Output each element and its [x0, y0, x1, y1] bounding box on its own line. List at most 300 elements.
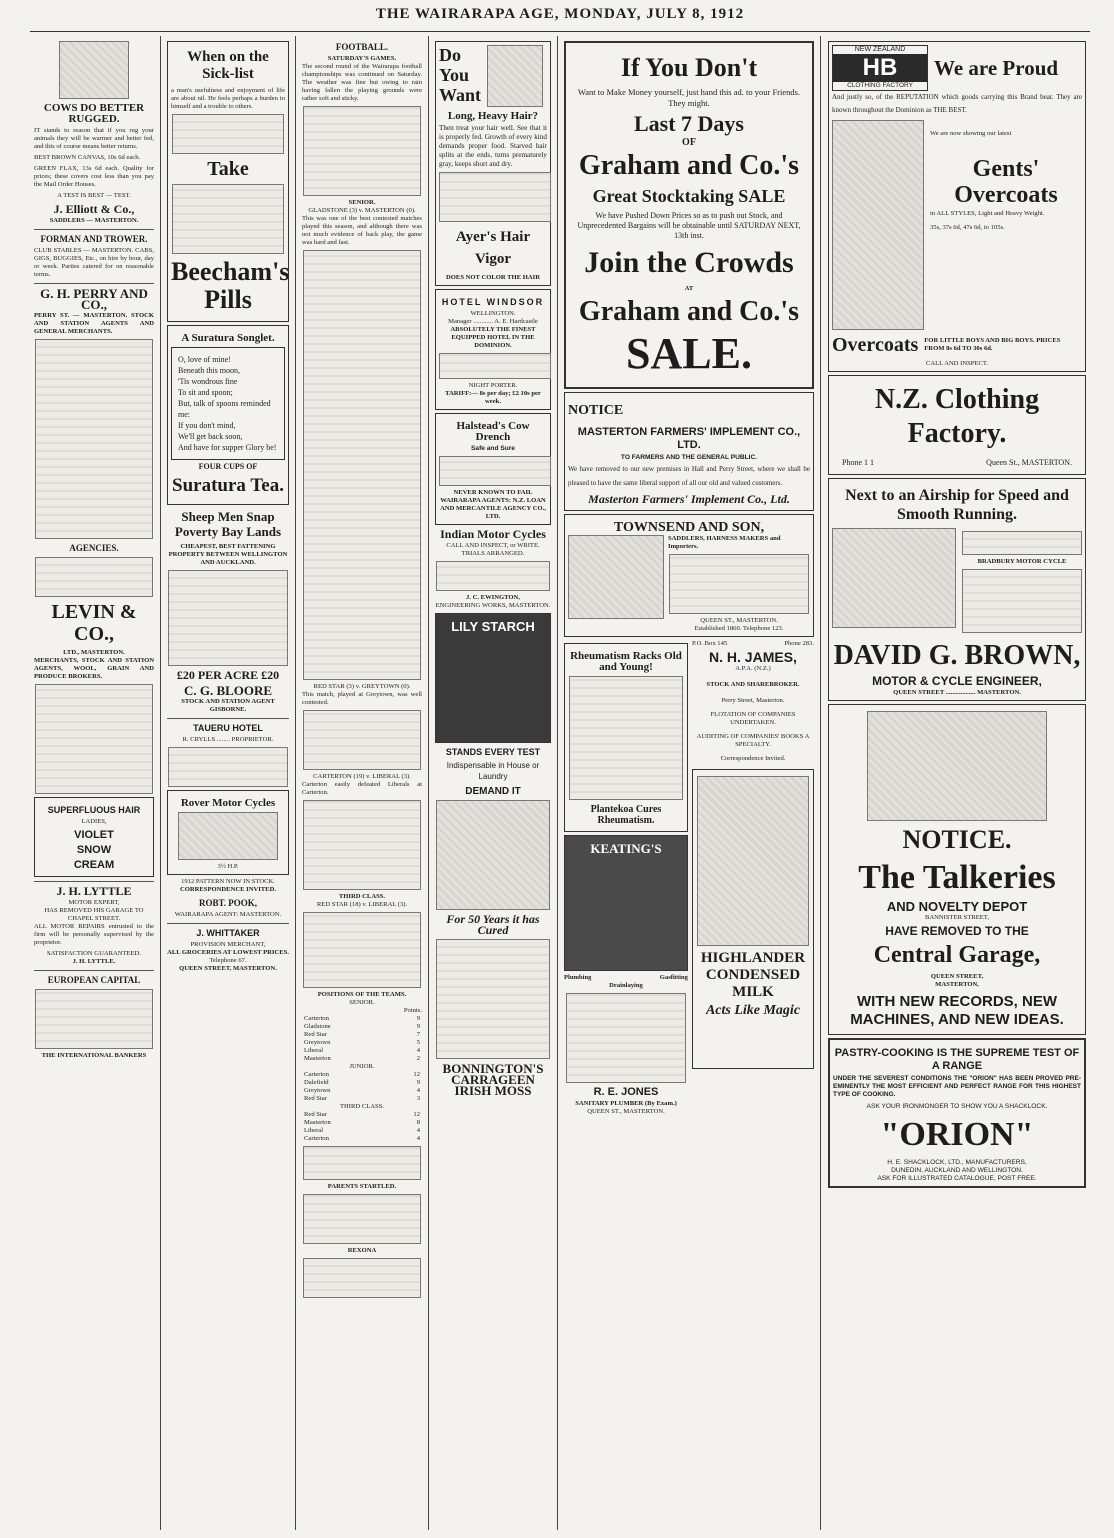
reputation-text: And justly so, of the REPUTATION which goods carrying this Brand bear. They are known throughout the Dominion as THE BEST. — [832, 93, 1082, 114]
tariff: TARIFF:— 8s per day; £2 10s per week. — [445, 390, 541, 405]
rheumatism-title: Rheumatism Racks Old and Young! — [570, 650, 682, 673]
queen-street-3: QUEEN STREET, — [930, 973, 984, 980]
rheumatism-ad — [564, 643, 688, 832]
table-cell: 9 — [416, 1015, 420, 1022]
column-5 — [560, 36, 818, 1530]
prices: 35s, 37s 6d, 47s 6d, to 105s. — [930, 224, 1005, 231]
apa: A.P.A. (N.Z.) — [735, 665, 771, 672]
shacklock: H. E. SHACKLOCK, LTD., MANUFACTURERS, — [887, 1159, 1027, 1166]
table-row — [302, 1039, 422, 1047]
lyttle-sub: MOTOR EXPERT, — [68, 899, 120, 906]
po-box: P.O. Box 145 — [691, 640, 728, 647]
table-row — [302, 1095, 422, 1103]
lyttle-name: J. H. LYTTLE — [56, 884, 132, 898]
intro-text-block — [303, 106, 421, 196]
rheumatism-text-block — [569, 676, 683, 800]
graham-name: Graham and Co.'s — [578, 150, 800, 181]
nz-clothing-factory-ad — [828, 375, 1086, 475]
pushed-text: We have Pushed Down Prices so as to push out Stock, and Unprecedented Bargains will be obtainable until SATURDAY NEXT, 13th inst. — [577, 211, 801, 240]
column-1 — [30, 36, 158, 1530]
sheep-price: £20 PER ACRE £20 — [176, 668, 280, 682]
divider — [167, 718, 289, 719]
cows-text: IT stands to reason that if you rug your animals they will be warmer and better fed, and this of course means better returns. — [34, 127, 154, 150]
saturday-heading: SATURDAY'S GAMES. — [327, 55, 397, 62]
man-in-overcoat-illustration — [832, 120, 924, 330]
hair-word: SNOW — [76, 844, 112, 856]
whittaker-sub: PROVISION MERCHANT, — [190, 941, 266, 948]
halstead-ad — [435, 413, 551, 525]
ghperry-text-block — [35, 339, 153, 539]
farmers-notice — [564, 392, 814, 511]
international-bankers: THE INTERNATIONAL BANKERS — [41, 1052, 147, 1059]
windsor-title: HOTEL WINDSOR — [441, 297, 545, 307]
table-row — [302, 1127, 422, 1135]
levin-text: MERCHANTS, STOCK AND STATION AGENTS, WOOL, GRAIN AND PRODUCE BROKERS. — [34, 657, 154, 680]
removed-to: HAVE REMOVED TO THE — [885, 924, 1029, 938]
airship-title: Next to an Airship for Speed and Smooth Running. — [845, 487, 1069, 523]
masthead: THE WAIRARAPA AGE, MONDAY, JULY 8, 1912 — [30, 6, 1090, 32]
orion-ad — [828, 1038, 1086, 1188]
gramophone-illustration — [867, 711, 1047, 821]
jones-street: QUEEN ST., MASTERTON. — [587, 1108, 665, 1115]
windsor-ad — [435, 289, 551, 410]
hb-letters: HB — [833, 54, 927, 82]
halstead-text-block — [439, 456, 551, 486]
parents-text-block — [303, 1194, 421, 1244]
sheep-sub: CHEAPEST, BEST FATTENING PROPERTY BETWEEN WELLINGTON AND AUCKLAND. — [168, 543, 288, 566]
novelty-depot: AND NOVELTY DEPOT — [886, 899, 1028, 914]
long-hair: Long, Heavy Hair? — [447, 110, 539, 122]
poem-line: Beneath this moon, — [178, 366, 240, 375]
match3-text: Carterton easily defeated Liberals at Carterton. — [302, 781, 422, 796]
table-cell: 4 — [416, 1127, 420, 1134]
agencies-text-block — [35, 557, 153, 597]
match2-text: This match, played at Greytown, was well contested. — [302, 691, 422, 706]
motorcyclist-illustration — [832, 528, 956, 628]
elliott-name: J. Elliott & Co., — [53, 202, 135, 216]
european-text-block — [35, 989, 153, 1049]
bradbury-text-block — [962, 531, 1082, 555]
townsend-street: QUEEN ST., MASTERTON. — [700, 617, 778, 624]
table-cell: Greytown — [304, 1087, 331, 1094]
divider — [34, 881, 154, 882]
lyttle-text: HAS REMOVED HIS GARAGE TO CHAPEL STREET. — [44, 907, 144, 922]
highlander-ad — [692, 769, 814, 1069]
table-cell: Carterton — [304, 1135, 329, 1142]
telephone: Telephone 67. — [209, 957, 247, 964]
woman-portrait-illustration — [487, 45, 543, 107]
poem-line: 'Tis wondrous fine — [178, 377, 238, 386]
hair-text: Then treat your hair well. See that it is properly fed. Growth of every kind demands proper food. Starved hair splits at the ends, turns prematurely gray, keeps short and dry. — [439, 124, 547, 168]
if-you-dont: If You Don't — [620, 53, 758, 82]
table-cell: Liberal — [304, 1127, 324, 1134]
divider — [34, 970, 154, 971]
clothing-factory-label: CLOTHING FACTORY — [847, 82, 913, 89]
hair-text-block — [439, 172, 551, 222]
poem-line: To sit and spoon; — [178, 388, 233, 397]
levin-sub: LTD., MASTERTON. — [63, 649, 125, 656]
forman-title: FORMAN AND TROWER. — [40, 234, 148, 244]
gents: Gents' — [972, 156, 1040, 182]
positions-heading: POSITIONS OF THE TEAMS. — [317, 991, 407, 998]
hair-sub: LADIES, — [81, 818, 107, 825]
table-cell: 2 — [416, 1055, 420, 1062]
hb-logo — [832, 45, 928, 91]
column-rule — [820, 36, 821, 1530]
townsend-ad — [564, 514, 814, 637]
do-you-want: Do — [439, 45, 461, 65]
horse-illustration — [568, 535, 664, 619]
bradbury-name: BRADBURY MOTOR CYCLE — [977, 558, 1067, 565]
graham-sale-ad — [564, 41, 814, 389]
ladies-illustration — [697, 776, 809, 946]
ewington-sub: ENGINEERING WORKS, MASTERTON. — [435, 602, 551, 609]
suratura-ad — [167, 325, 289, 505]
football-heading: FOOTBALL. — [335, 42, 389, 52]
third-heading: THIRD CLASS. — [338, 893, 386, 900]
lily-title: LILY STARCH — [451, 619, 535, 634]
overcoats: Overcoats — [954, 182, 1058, 208]
motorcycle-illustration — [178, 812, 278, 860]
junior-label: JUNIOR. — [349, 1063, 375, 1070]
stockbroker: STOCK AND SHAREBROKER. — [706, 681, 800, 688]
central-garage: Central Garage, — [873, 942, 1041, 968]
divider — [34, 283, 154, 284]
pastry-title: PASTRY-COOKING IS THE SUPREME TEST OF A RANGE — [834, 1047, 1080, 1072]
perry-street: Perry Street, Masterton. — [721, 697, 785, 704]
stands-test: STANDS EVERY TEST — [445, 747, 541, 757]
auditing: AUDITING OF COMPANIES' BOOKS A SPECIALTY. — [696, 733, 810, 748]
table-row — [302, 1135, 422, 1143]
poem-line: If you don't mind, — [178, 421, 236, 430]
poem-line: And have for supper Glory be! — [178, 443, 277, 452]
overcoats-boys: Overcoats — [832, 334, 919, 356]
table-cell: Liberal — [304, 1047, 324, 1054]
bannister-street: BANNISTER STREET, — [925, 914, 989, 921]
european-title: EUROPEAN CAPITAL — [47, 975, 141, 985]
james-name: N. H. JAMES, — [709, 649, 797, 665]
do-you-want: Want — [439, 85, 482, 105]
pattern: 1912 PATTERN NOW IN STOCK. — [181, 878, 275, 885]
bradbury-ad — [828, 478, 1086, 701]
talkeries-ad — [828, 704, 1086, 1035]
table-cell: Gladstone — [304, 1023, 331, 1030]
table-row — [302, 1047, 422, 1055]
rugged-cow-illustration — [59, 41, 129, 99]
sick-list-ad — [167, 41, 289, 322]
table-cell: Masterton — [304, 1119, 331, 1126]
we-are-proud: We are Proud — [934, 56, 1059, 80]
table-cell: Masterton — [304, 1055, 331, 1062]
sick-text: a man's usefulness and enjoyment of life are about nil. He feels perhaps a burden to himself and a trouble to others. — [171, 87, 285, 110]
table-cell: 4 — [416, 1047, 420, 1054]
column-rule — [295, 36, 296, 1530]
windsor-text: ABSOLUTELY THE FINEST EQUIPPED HOTEL IN THE DOMINION. — [450, 326, 536, 349]
of-label: OF — [682, 137, 696, 148]
want-money: Want to Make Money yourself, just hand this ad. to your Friends. They might. — [577, 87, 801, 108]
styles: in ALL STYLES, Light and Heavy Weight. — [930, 210, 1045, 217]
dunedin: DUNEDIN, AUCKLAND AND WELLINGTON. — [891, 1167, 1023, 1174]
sick-title: When on the Sick-list — [187, 49, 269, 82]
hair-word: CREAM — [73, 859, 115, 871]
ghperry-name: G. H. PERRY AND CO., — [40, 286, 148, 312]
match3-heading: CARTERTON (19) v. LIBERAL (3). — [313, 773, 411, 780]
canvas-price: BEST BROWN CANVAS, 10s 6d each. — [34, 154, 141, 161]
pook-name: ROBT. POOK, — [198, 898, 258, 908]
taueru-title: TAUERU HOTEL — [193, 723, 263, 733]
ewington-name: J. C. EWINGTON, — [466, 594, 520, 601]
agents: WAIRARAPA AGENTS: N.Z. LOAN AND MERCANTILE AGENCY CO., LTD. — [440, 497, 546, 520]
notice-title: NOTICE — [568, 403, 624, 418]
wellington: WELLINGTON. — [470, 310, 516, 317]
divider — [34, 229, 154, 230]
demand-it: DEMAND IT — [465, 786, 521, 797]
rover-title: Rover Motor Cycles — [180, 797, 276, 809]
join-crowds: Join the Crowds — [584, 246, 794, 279]
table-row — [302, 1023, 422, 1031]
parents-heading: PARENTS STARTLED. — [327, 1183, 397, 1190]
rexona-text-block — [303, 1258, 421, 1298]
column-rule — [557, 36, 558, 1530]
cryll-name: R. CRYLLS ........ PROPRIETOR. — [182, 736, 274, 743]
table-row — [302, 1055, 422, 1063]
farmers-name: MASTERTON FARMERS' IMPLEMENT CO., LTD. — [577, 426, 801, 451]
levin-name: LEVIN & CO., — [51, 601, 137, 645]
column-4 — [431, 36, 555, 1530]
correspondence: CORRESPONDENCE INVITED. — [180, 886, 276, 893]
results-text-block — [303, 1146, 421, 1180]
column-rule — [428, 36, 429, 1530]
masterton-label: MASTERTON, — [935, 981, 979, 988]
engineer: MOTOR & CYCLE ENGINEER, — [872, 674, 1042, 688]
townsend-text-block — [669, 554, 809, 614]
bonnington-text-block — [436, 939, 550, 1059]
catalogue: ASK FOR ILLUSTRATED CATALOGUE, POST FREE. — [877, 1175, 1037, 1182]
table-cell: 3 — [416, 1095, 420, 1102]
table-cell: Red Star — [304, 1095, 327, 1102]
senior-table — [302, 1015, 422, 1063]
do-you-want: You — [439, 65, 470, 85]
match2-text-block — [303, 710, 421, 770]
suratura-title: A Suratura Songlet. — [181, 332, 275, 344]
taueru-text-block — [168, 747, 288, 787]
graham-name-2: Graham and Co.'s — [578, 296, 800, 327]
bradbury-text-block-2 — [962, 569, 1082, 633]
stocktaking-sale: Great Stocktaking SALE — [592, 186, 786, 206]
forman-text: CLUB STABLES — MASTERTON. CABS, GIGS, BUGGIES, Etc., on hire by hour, day or week. Parties catered for on reasonable terms. — [34, 247, 154, 278]
acts-like-magic: Acts Like Magic — [705, 1003, 801, 1018]
indian-title: Indian Motor Cycles — [440, 527, 546, 541]
table-cell: 4 — [416, 1087, 420, 1094]
match1-text-block — [303, 250, 421, 680]
rexona-heading: REXONA — [347, 1247, 377, 1254]
poem-line: But, talk of spoons reminded me: — [178, 399, 271, 419]
sheep-title: Sheep Men Snap Poverty Bay Lands — [174, 509, 282, 539]
column-2 — [163, 36, 293, 1530]
hb-clothing-ad — [828, 41, 1086, 372]
points-label: Points. — [403, 1007, 422, 1014]
suratura-tea: Suratura Tea. — [172, 475, 284, 496]
farmers-signature: Masterton Farmers' Implement Co., Ltd. — [588, 492, 790, 506]
indispensable: Indispensable in House or Laundry — [446, 761, 540, 781]
drainlaying: Drainlaying — [609, 982, 643, 989]
ayers-logo: Ayer's Hair Vigor — [455, 229, 531, 267]
townsend-name: TOWNSEND AND SON, — [613, 520, 765, 535]
david-brown: DAVID G. BROWN, — [833, 640, 1081, 671]
townsend-established: Established 1860. Telephone 123. — [694, 625, 784, 632]
table-row — [302, 1111, 422, 1119]
junior-table — [302, 1071, 422, 1103]
removed-text: We have removed to our new premises in Hall and Perry Street, where we shall be pleased to have the same liberal support of all our old and valued customers. — [568, 465, 810, 487]
poem-box — [171, 347, 285, 460]
showing: We are now showing our latest — [930, 130, 1012, 137]
no-color: DOES NOT COLOR THE HAIR — [446, 274, 540, 281]
talkeries-title: The Talkeries — [858, 859, 1056, 896]
cows-title: COWS DO BETTER RUGGED. — [43, 102, 145, 125]
take-text-block — [172, 184, 284, 254]
bloore-sub: STOCK AND STATION AGENT GISBORNE. — [181, 698, 275, 713]
divider — [167, 923, 289, 924]
safe-sure: Safe and Sure — [471, 445, 515, 452]
table-row — [302, 1015, 422, 1023]
third-table — [302, 1111, 422, 1143]
indian-text-block — [436, 561, 550, 591]
nz-label: NEW ZEALAND — [854, 46, 906, 53]
gasfitting: Gasfitting — [659, 974, 688, 981]
pook-sub: WAIRARAPA AGENT: MASTERTON. — [174, 911, 282, 918]
ayers-ad — [435, 41, 551, 286]
bonnington-logo: BONNINGTON'S CARRAGEEN IRISH MOSS — [442, 1061, 544, 1098]
table-cell: Dalefield — [304, 1079, 329, 1086]
call-inspect: CALL AND INSPECT, or WRITE. — [446, 542, 540, 549]
table-cell: Red Star — [304, 1031, 327, 1038]
lily-starch-ad — [435, 613, 551, 743]
match1-text: This was one of the best contested matches played this season, and although there was not much evidence of back play, the game was hard and fast. — [302, 215, 422, 246]
correspondence-invited: Correspondence Invited. — [720, 755, 786, 762]
table-cell: Greytown — [304, 1039, 331, 1046]
levin-text-block — [35, 684, 153, 794]
column-6 — [824, 36, 1090, 1530]
rheumatism-column — [564, 640, 688, 1116]
match4-heading: RED STAR (18) v. LIBERAL (3). — [316, 901, 408, 908]
night-porter: NIGHT PORTER. — [468, 382, 518, 389]
football-intro: The second round of the Wairarapa football championships was continued on Saturday. The weather was fine but owing to rain having fallen the playing grounds were rather soft and sticky. — [302, 63, 422, 102]
sheep-text-block — [168, 570, 288, 666]
column-rule — [160, 36, 161, 1530]
nzcf-title: N.Z. Clothing Factory. — [874, 384, 1040, 449]
lyttle-satisfaction: SATISFACTION GUARANTEED. — [46, 950, 142, 957]
fifty-years: For 50 Years it has Cured — [446, 912, 540, 937]
sanitary: SANITARY PLUMBER (By Exam.) — [575, 1100, 677, 1107]
boys-text: FOR LITTLE BOYS AND BIG BOYS. PRICES FROM 8s 6d TO 30s 6d. — [924, 337, 1061, 352]
bloore-name: C. G. BLOORE — [183, 683, 273, 698]
lyttle-signature: J. H. LYTTLE. — [72, 958, 116, 965]
queen-street: QUEEN STREET, MASTERTON. — [179, 965, 277, 972]
hair-word: VIOLET — [74, 829, 114, 841]
notice-heading: NOTICE. — [902, 825, 1012, 854]
senior-heading: SENIOR. — [348, 199, 376, 206]
agencies-title: AGENCIES. — [69, 543, 119, 553]
rover-hp: 3½ H.P. — [217, 863, 239, 870]
bonnington-illustration — [436, 800, 550, 910]
phone: Phone 283. — [784, 640, 814, 647]
table-row — [302, 1031, 422, 1039]
ghperry-sub: PERRY ST. — MASTERTON. STOCK AND STATION AGENTS AND GENERAL MERCHANTS. — [34, 312, 154, 335]
new-records: WITH NEW RECORDS, NEW MACHINES, AND NEW IDEAS. — [850, 993, 1064, 1028]
hair-ad — [34, 797, 154, 877]
james-column — [692, 640, 814, 1116]
call-inspect: CALL AND INSPECT. — [925, 360, 989, 367]
groceries: ALL GROCERIES AT LOWEST PRICES. — [167, 949, 289, 956]
match2-heading: RED STAR (3) v. GREYTOWN (0). — [313, 683, 411, 690]
ask-ironmonger: ASK YOUR IRONMONGER TO SHOW YOU A SHACKLOCK. — [866, 1103, 1048, 1110]
table-cell: 12 — [413, 1111, 420, 1118]
never-fail: NEVER KNOWN TO FAIL — [453, 489, 533, 496]
third-label: THIRD CLASS. — [340, 1103, 384, 1110]
table-cell: 4 — [416, 1135, 420, 1142]
manager: Manager ............ A. E. Hardcastle — [448, 318, 538, 325]
sick-text-block — [172, 114, 284, 154]
windsor-text-block — [439, 353, 551, 379]
nzcf-address: Queen St., MASTERTON. — [986, 458, 1072, 467]
phone-number: Phone 1 1 — [842, 458, 874, 467]
at-label: AT — [684, 285, 694, 292]
halstead-title: Halstead's Cow Drench — [456, 420, 530, 443]
rover-ad — [167, 790, 289, 875]
table-cell: Red Star — [304, 1111, 327, 1118]
plumbing: Plumbing — [564, 974, 592, 981]
match1-heading: GLADSTONE (3) v. MASTERTON (0). — [308, 207, 416, 214]
table-cell: 9 — [416, 1023, 420, 1030]
table-row — [302, 1071, 422, 1079]
to-farmers: TO FARMERS AND THE GENERAL PUBLIC. — [620, 454, 758, 461]
flax-price: GREEN FLAX, 13s 6d each. Quality for prices; these covers cost less than you pay the Mail Order Houses. — [34, 165, 154, 188]
table-cell: Carterton — [304, 1015, 329, 1022]
table-row — [302, 1119, 422, 1127]
column-3 — [298, 36, 426, 1530]
elliott-sub: SADDLERS — MASTERTON. — [49, 217, 139, 224]
table-cell: Carterton — [304, 1071, 329, 1078]
plantekoa: Plantekoa Cures Rheumatism. — [590, 804, 662, 826]
table-row — [302, 1079, 422, 1087]
plumbing-text-block — [566, 993, 686, 1083]
table-row — [302, 1087, 422, 1095]
beechams-logo: Beecham's Pills — [171, 257, 290, 314]
table-cell: 8 — [416, 1119, 420, 1126]
senior-label: SENIOR. — [349, 999, 375, 1006]
match3-text-block — [303, 800, 421, 890]
table-cell: 7 — [416, 1031, 420, 1038]
last-seven-days: Last 7 Days — [633, 111, 744, 136]
test-line: A TEST IS BEST — TEST. — [57, 192, 131, 199]
whittaker-name: J. WHITTAKER — [196, 928, 260, 938]
keatings-ad — [564, 835, 688, 971]
poem-line: We'll get back soon, — [178, 432, 243, 441]
poem-line: O, love of mine! — [178, 355, 231, 364]
four-cups: FOUR CUPS OF — [198, 462, 258, 471]
highlander-logo: HIGHLANDER CONDENSED MILK — [700, 950, 806, 1000]
sale-word: SALE. — [626, 329, 752, 378]
orion-logo: "ORION" — [880, 1116, 1034, 1153]
flotation: FLOTATION OF COMPANIES UNDERTAKEN. — [710, 711, 796, 726]
pastry-text: UNDER THE SEVEREST CONDITIONS THE "ORION" HAS BEEN PROVED PRE-EMINENTLY THE MOST EFFICIENT AND PERFECT RANGE FOR THIS HIGHEST TYPE OF COOKING. — [833, 1075, 1081, 1098]
hair-title: SUPERFLUOUS HAIR — [47, 805, 141, 815]
match4-text-block — [303, 912, 421, 988]
keatings-title: KEATING'S — [590, 841, 662, 856]
townsend-sub: SADDLERS, HARNESS MAKERS and Importers. — [668, 535, 781, 550]
table-cell: 5 — [416, 1039, 420, 1046]
jones-name: R. E. JONES — [593, 1086, 659, 1098]
